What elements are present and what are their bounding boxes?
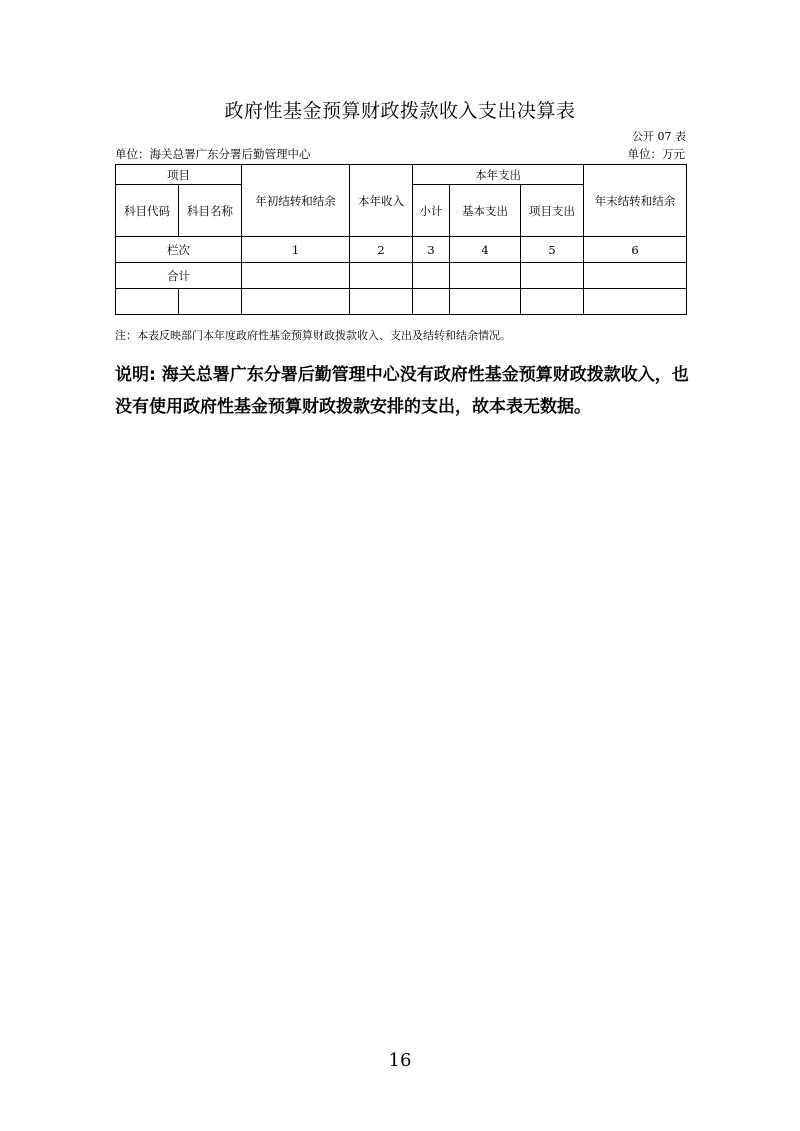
table-cell bbox=[179, 289, 242, 315]
header-subtotal: 小计 bbox=[413, 185, 450, 237]
column-number-label: 栏次 bbox=[116, 237, 242, 263]
column-number: 6 bbox=[584, 237, 687, 263]
table-note: 注：本表反映部门本年度政府性基金预算财政拨款收入、支出及结转和结余情况。 bbox=[115, 329, 511, 342]
page-number: 16 bbox=[388, 1050, 412, 1071]
table-cell bbox=[584, 263, 687, 289]
column-number: 3 bbox=[413, 237, 450, 263]
header-end-balance: 年末结转和结余 bbox=[584, 165, 687, 237]
description-text: 说明: 海关总署广东分署后勤管理中心没有政府性基金预算财政拨款收入，也没有使用政府性基金预算财政拨款安排的支出，故本表无数据。 bbox=[115, 365, 689, 417]
table-cell bbox=[521, 263, 584, 289]
header-row-1 bbox=[116, 165, 687, 185]
column-number: 5 bbox=[521, 237, 584, 263]
header-code: 科目代码 bbox=[116, 185, 179, 237]
header-income: 本年收入 bbox=[350, 165, 413, 237]
table-cell bbox=[450, 289, 521, 315]
table-cell bbox=[413, 289, 450, 315]
unit-organization: 单位：海关总署广东分署后勤管理中心 bbox=[115, 147, 311, 161]
table-cell bbox=[242, 263, 350, 289]
column-number: 2 bbox=[350, 237, 413, 263]
table-cell bbox=[584, 289, 687, 315]
header-name: 科目名称 bbox=[179, 185, 242, 237]
header-begin-balance: 年初结转和结余 bbox=[242, 165, 350, 237]
column-number: 4 bbox=[450, 237, 521, 263]
total-label: 合计 bbox=[116, 263, 242, 289]
table-cell bbox=[116, 289, 179, 315]
header-item: 项目 bbox=[116, 165, 242, 185]
table-cell bbox=[242, 289, 350, 315]
column-number-row bbox=[116, 237, 687, 263]
fund-table bbox=[115, 164, 687, 315]
header-project: 项目支出 bbox=[521, 185, 584, 237]
table-cell bbox=[450, 263, 521, 289]
unit-currency: 单位：万元 bbox=[627, 147, 685, 161]
document-title: 政府性基金预算财政拨款收入支出决算表 bbox=[224, 100, 576, 122]
table-cell bbox=[350, 289, 413, 315]
form-number: 公开 07 表 bbox=[632, 130, 686, 143]
total-row bbox=[116, 263, 687, 289]
header-basic: 基本支出 bbox=[450, 185, 521, 237]
table-cell bbox=[521, 289, 584, 315]
column-number: 1 bbox=[242, 237, 350, 263]
header-expense: 本年支出 bbox=[413, 165, 584, 185]
table-cell bbox=[350, 263, 413, 289]
table-cell bbox=[413, 263, 450, 289]
empty-row bbox=[116, 289, 687, 315]
